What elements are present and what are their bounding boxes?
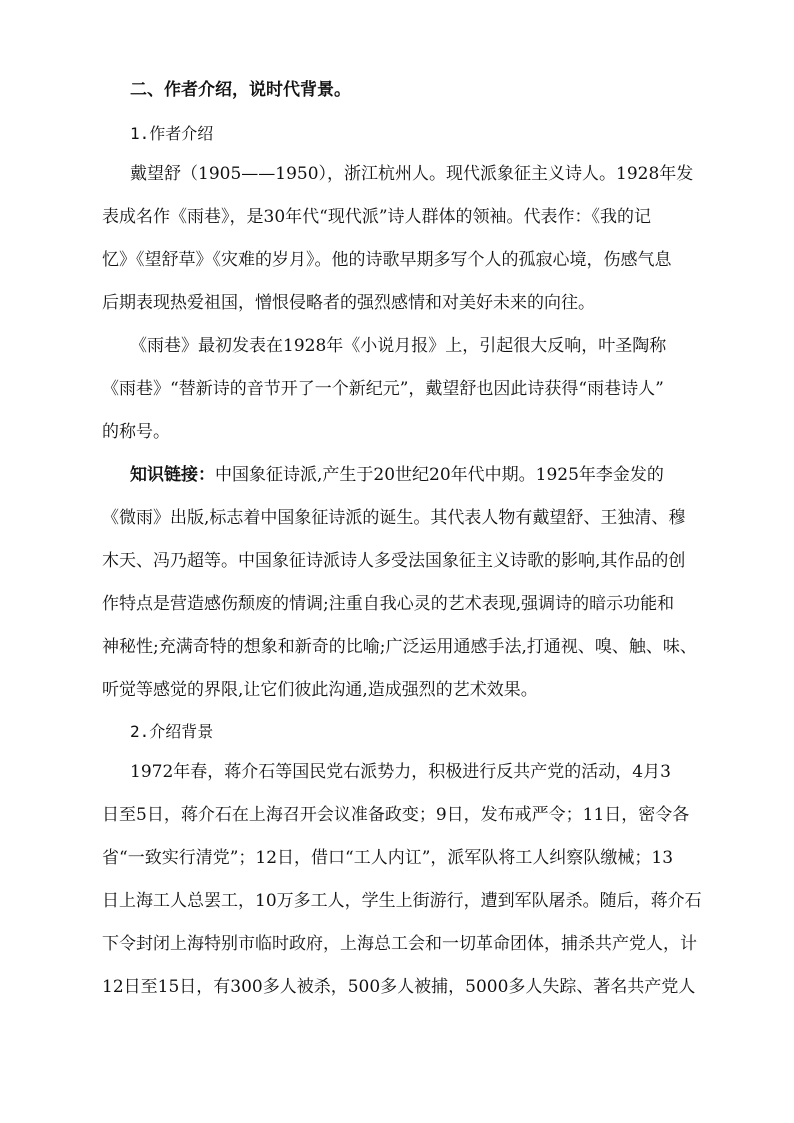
knowledge-link-text: 中国象征诗派,产生于20世纪20年代中期。1925年李金发的 [215,465,664,485]
paragraph-line: 听觉等感觉的界限,让它们彼此沟通,造成强烈的艺术效果。 [102,680,538,700]
paragraph-line: 1972年春，蒋介石等国民党右派势力，积极进行反共产党的活动，4月3 [130,762,671,782]
background-section-title: 2.介绍背景 [130,722,214,741]
paragraph-line: 表成名作《雨巷》，是30年代“现代派”诗人群体的领袖。代表作：《我的记 [102,207,652,227]
paragraph-line: 12日至15日，有300多人被杀，500多人被捕，5000多人失踪、著名共产党人 [102,977,696,997]
paragraph-line: 的称号。 [102,422,170,442]
paragraph-line: 后期表现热爱祖国，憎恨侵略者的强烈感情和对美好未来的向往。 [102,293,595,313]
paragraph-line: 《雨巷》“替新诗的音节开了一个新纪元”，戴望舒也因此诗获得“雨巷诗人” [102,379,664,399]
section-heading: 二、作者介绍，说时代背景。 [130,80,351,100]
paragraph-line: 戴望舒（1905——1950），浙江杭州人。现代派象征主义诗人。1928年发 [130,164,694,184]
paragraph-line: 神秘性;充满奇特的想象和新奇的比喻;广泛运用通感手法,打通视、嗅、触、味、 [102,637,697,657]
paragraph-line: 《雨巷》最初发表在1928年《小说月报》上，引起很大反响，叶圣陶称 [130,336,667,356]
author-section-title: 1.作者介绍 [130,124,214,143]
paragraph-line: 《微雨》出版,标志着中国象征诗派的诞生。其代表人物有戴望舒、王独清、穆 [102,508,686,528]
paragraph-line: 作特点是营造感伤颓废的情调;注重自我心灵的艺术表现,强调诗的暗示功能和 [102,594,675,614]
paragraph-line: 木天、冯乃超等。中国象征诗派诗人多受法国象征主义诗歌的影响,其作品的创 [102,551,686,571]
knowledge-link-label: 知识链接： [130,465,215,485]
paragraph-line: 日上海工人总罢工，10万多工人，学生上街游行，遭到军队屠杀。随后，蒋介石 [102,891,702,911]
paragraph-line: 日至5日，蒋介石在上海召开会议准备政变；9日，发布戒严令；11日，密令各 [102,805,690,825]
paragraph-line: 省“一致实行清党”；12日，借口“工人内讧”，派军队将工人纠察队缴械；13 [102,848,674,868]
paragraph-line: 下令封闭上海特别市临时政府，上海总工会和一切革命团体，捕杀共产党人，计 [102,934,697,954]
paragraph-line: 忆》《望舒草》《灾难的岁月》。他的诗歌早期多写个人的孤寂心境，伤感气息 [102,250,672,270]
paragraph-line [130,464,664,486]
